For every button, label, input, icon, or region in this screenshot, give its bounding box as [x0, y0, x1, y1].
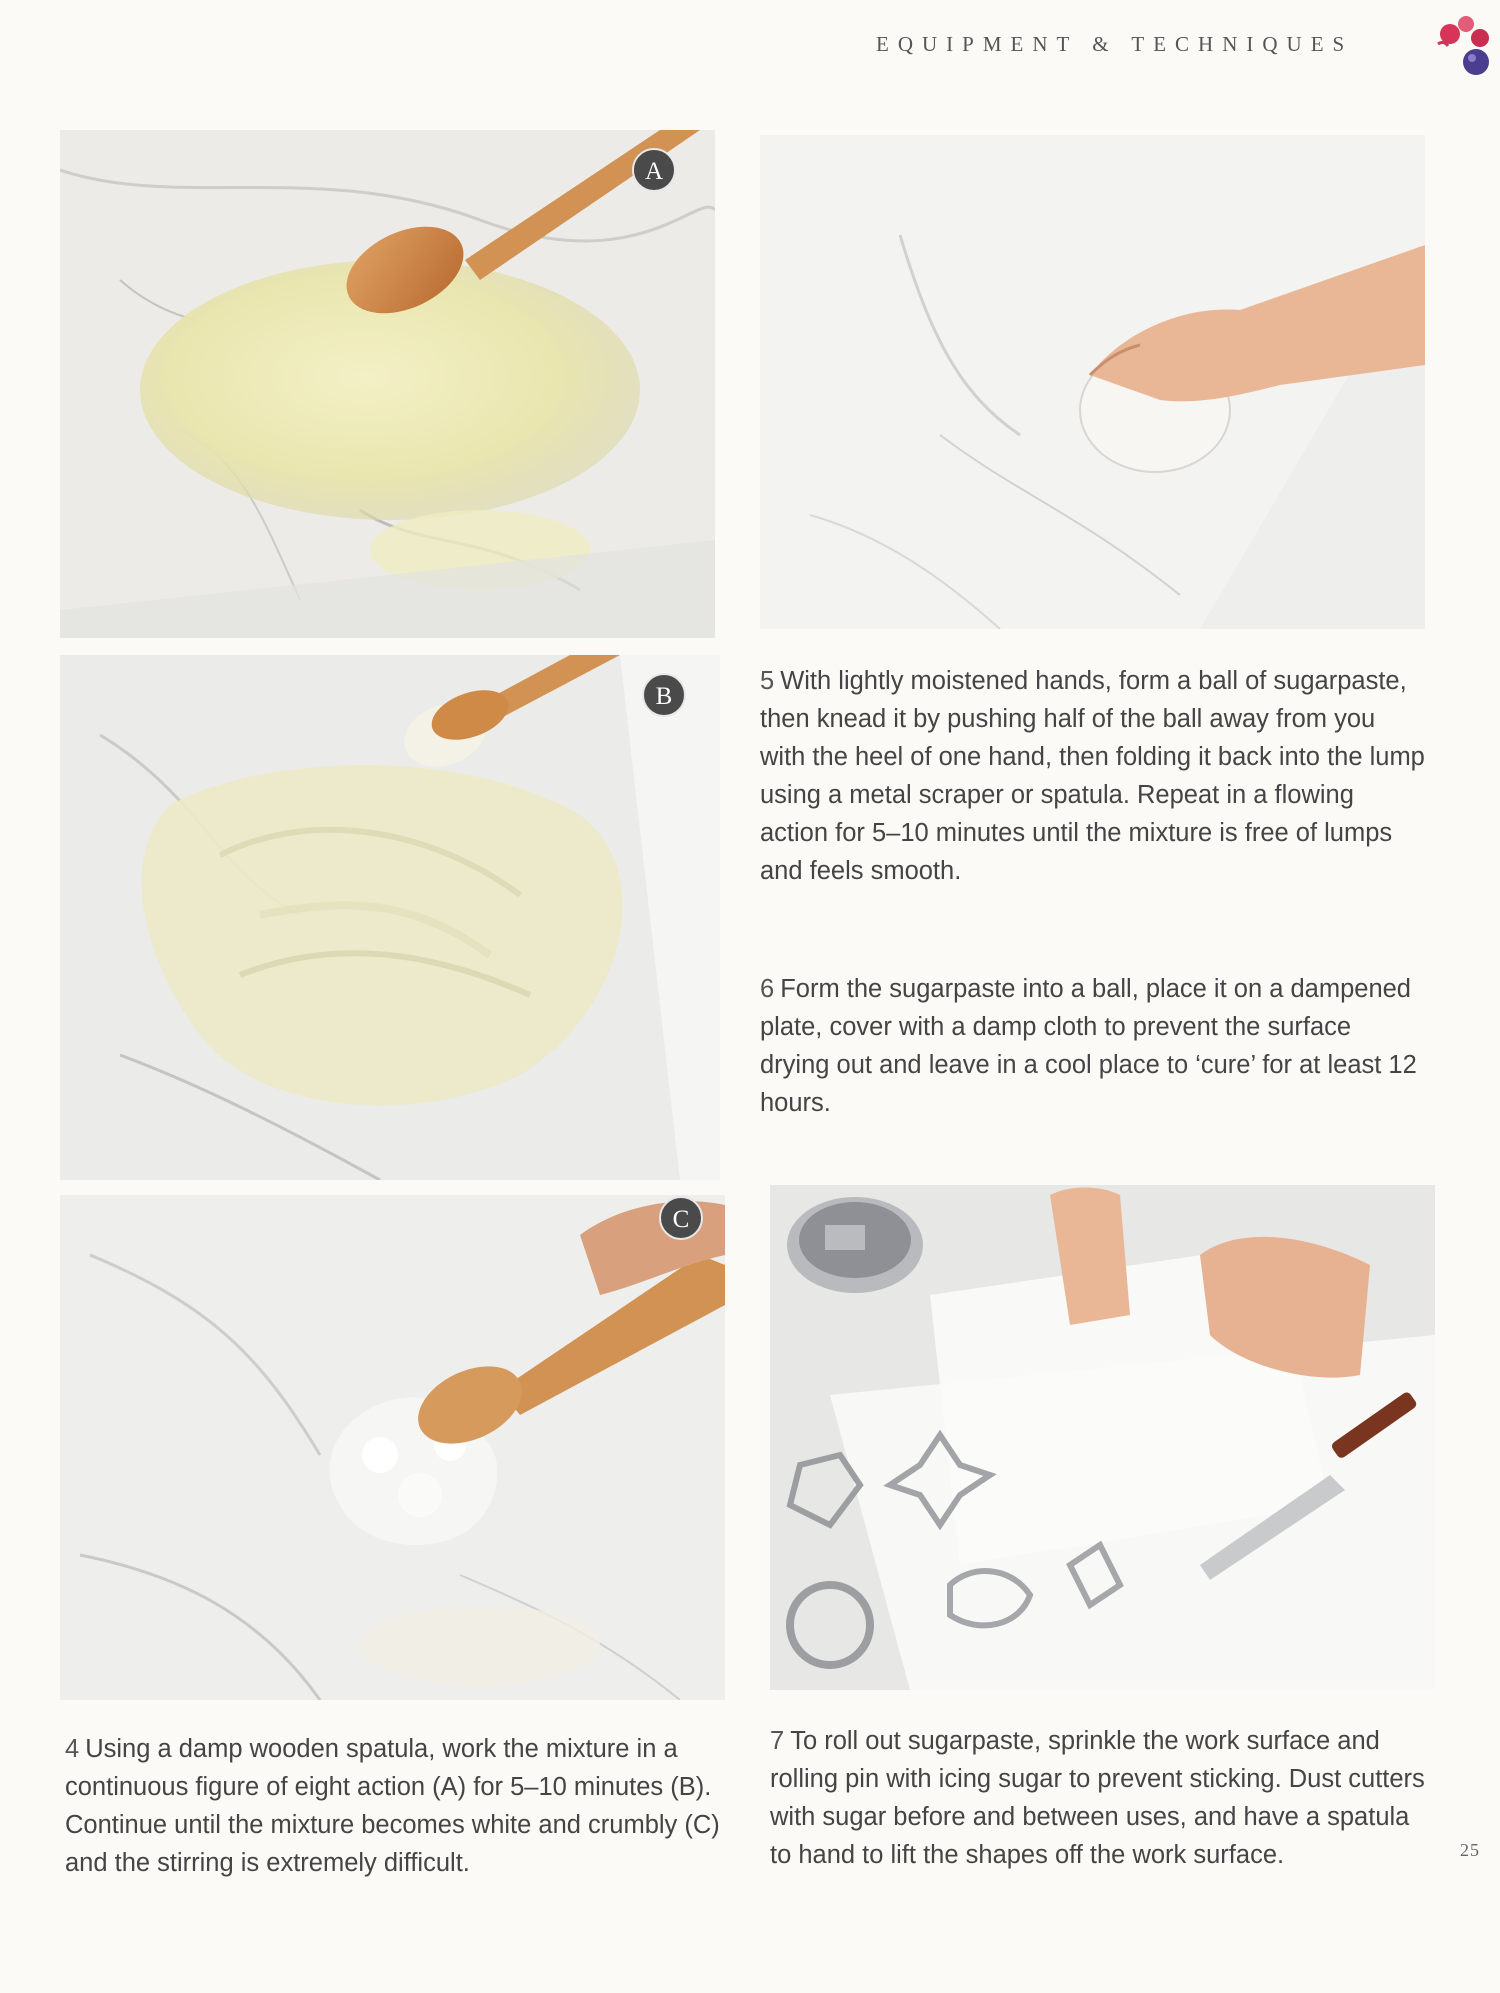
- step-7-number: 7: [770, 1727, 785, 1755]
- step-5-text: [760, 662, 1425, 890]
- photo-step-c: [60, 1195, 725, 1700]
- step-6-number: 6: [760, 975, 775, 1003]
- step-5-number: 5: [760, 667, 775, 695]
- step-6-text: [760, 970, 1425, 1122]
- running-header: EQUIPMENT & TECHNIQUES: [876, 32, 1354, 56]
- step-7-body: To roll out sugarpaste, sprinkle the work surface and rolling pin with icing sugar to prevent sticking. Dust cutters with sugar before and between uses, and have a spatula to hand to lift the shapes off the work surface.: [770, 1727, 1425, 1869]
- photo-step-a: [60, 130, 715, 638]
- photo-step-5: [760, 135, 1425, 629]
- step-4-number: 4: [65, 1735, 80, 1763]
- step-5-body: With lightly moistened hands, form a ball of sugarpaste, then knead it by pushing half of the ball away from you with the heel of one hand, then folding it back into the lump using a metal scraper or spatula. Repeat in a flowing action for 5–10 minutes until the mixture is free of lumps and feels smooth.: [760, 667, 1425, 885]
- step-7-text: [770, 1722, 1430, 1874]
- step-badge-b: B: [642, 673, 686, 717]
- step-4-body: Using a damp wooden spatula, work the mixture in a continuous figure of eight action (A) for 5–10 minutes (B). Continue until the mixture becomes white and crumbly (C) and the stirring is extremely difficult.: [65, 1735, 720, 1877]
- page-number: 25: [1460, 1840, 1480, 1860]
- step-badge-a: A: [632, 148, 676, 192]
- sweets-ornament-icon: [1432, 10, 1496, 80]
- step-badge-c: C: [659, 1196, 703, 1240]
- photo-step-7: [770, 1185, 1435, 1690]
- step-6-body: Form the sugarpaste into a ball, place it on a dampened plate, cover with a damp cloth to prevent the surface drying out and leave in a cool place to ‘cure’ for at least 12 hours.: [760, 975, 1417, 1117]
- photo-step-b: [60, 655, 720, 1180]
- step-4-text: [65, 1730, 725, 1882]
